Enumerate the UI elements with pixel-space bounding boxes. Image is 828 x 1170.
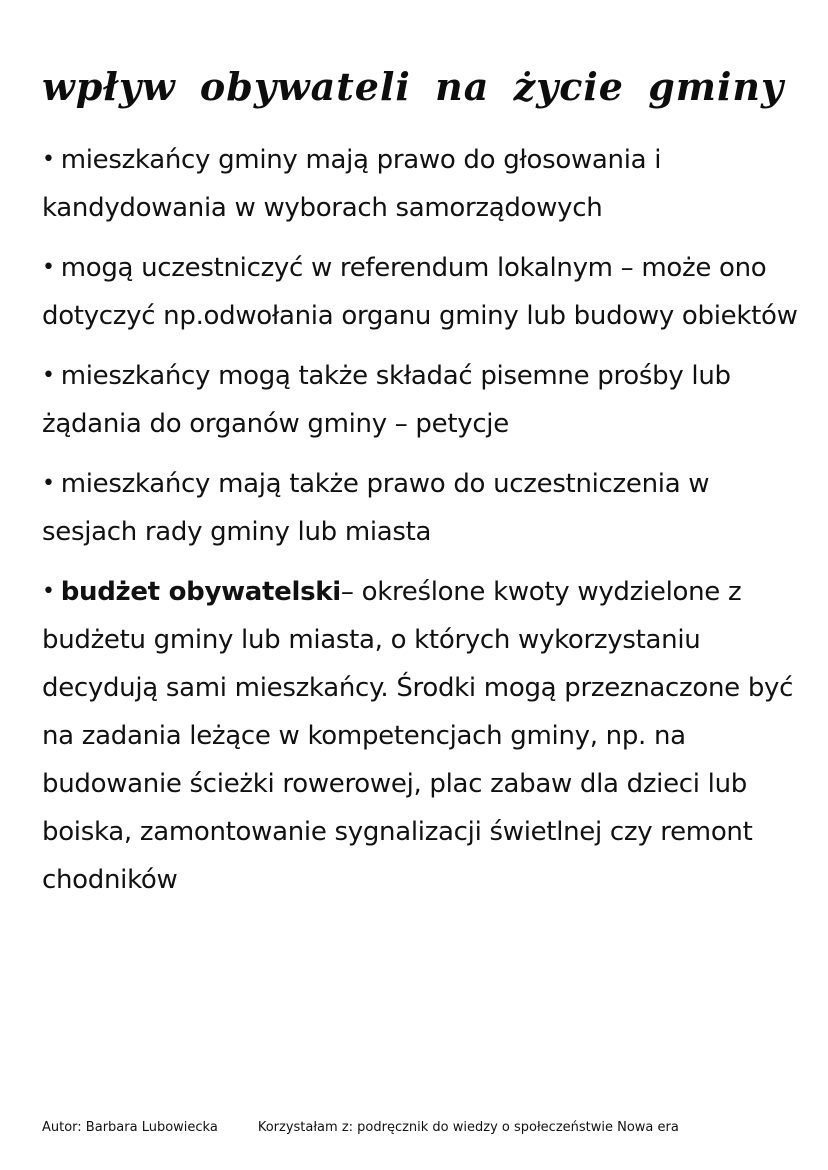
list-item-text: mieszkańcy mają także prawo do uczestniczenia w sesjach rady gminy lub miasta — [42, 469, 710, 547]
bullet-icon: • — [42, 255, 55, 280]
list-item-budget — [42, 568, 802, 904]
notes-list — [42, 136, 802, 916]
list-item-text: mogą uczestniczyć w referendum lokalnym – może ono dotyczyć np.odwołania organu gminy lub budowy obiektów — [42, 253, 798, 331]
bullet-icon: • — [42, 147, 55, 172]
footer-source: Korzystałam z: podręcznik do wiedzy o społeczeństwie Nowa era — [257, 1120, 679, 1135]
list-item — [42, 460, 802, 556]
footer — [42, 1117, 802, 1139]
list-item-text: mieszkańcy mogą także składać pisemne prośby lub żądania do organów gminy – petycje — [42, 361, 731, 439]
page-title: wpływ obywateli na życie gminy — [42, 64, 785, 109]
budget-description: – określone kwoty wydzielone z budżetu gminy lub miasta, o których wykorzystaniu decydują sami mieszkańcy. Środki mogą przeznaczone być na zadania leżące w kompetencjach gminy, np. na budowanie ścieżki rowerowej, plac zabaw dla dzieci lub boiska, zamontowanie sygnalizacji świetlnej czy remont chodników — [42, 577, 794, 895]
budget-term: budżet obywatelski — [60, 577, 341, 607]
list-item — [42, 136, 802, 232]
bullet-icon: • — [42, 363, 55, 388]
bullet-icon: • — [42, 471, 55, 496]
list-item — [42, 244, 802, 340]
list-item — [42, 352, 802, 448]
footer-author: Autor: Barbara Lubowiecka — [42, 1120, 218, 1135]
bullet-icon: • — [42, 579, 55, 604]
list-item-text: mieszkańcy gminy mają prawo do głosowania i kandydowania w wyborach samorządowych — [42, 145, 662, 223]
